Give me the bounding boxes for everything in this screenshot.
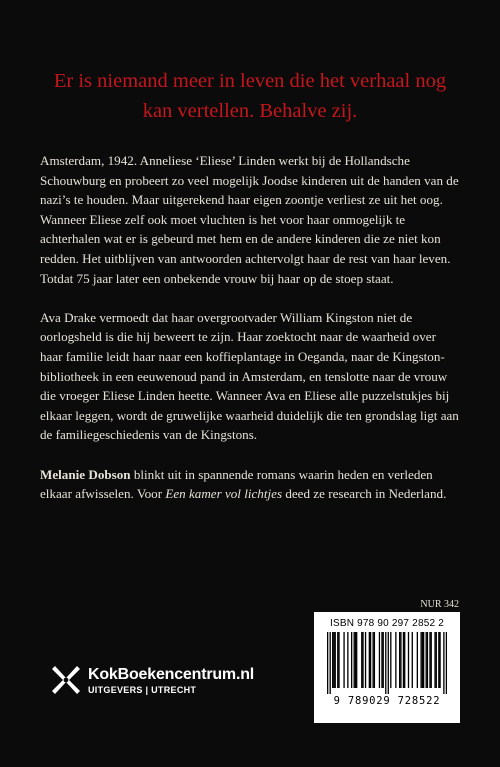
barcode-bar [385, 632, 386, 694]
barcode-bar [362, 632, 363, 688]
barcode-bar [420, 632, 421, 688]
barcode-bar [354, 632, 355, 688]
barcode-bar [381, 632, 382, 688]
barcode-bar [337, 632, 338, 688]
barcode-bar [372, 632, 373, 688]
barcode-bar [423, 632, 424, 688]
barcode-bar [332, 632, 333, 688]
barcode-bar [351, 632, 352, 688]
barcode-bar [365, 632, 366, 688]
barcode-bar [422, 632, 423, 688]
barcode-bar [388, 632, 389, 694]
barcode-bar [400, 632, 401, 688]
barcode-bar [379, 632, 380, 688]
nur-code: NUR 342 [420, 599, 459, 610]
blurb-paragraph-1: Amsterdam, 1942. Anneliese ‘Eliese’ Linden werkt bij de Hollandsche Schouwburg en probeert zo veel mogelijk Joodse kinderen uit de handen van de nazi’s te houden. Maar uitgerekend haar eigen zoontje verliest ze uit het oog. Wanneer Eliese zelf ook moet vluchten is het voor haar onmogelijk te achterhalen wat er is gebeurd met hem en de andere kinderen die ze niet kon redden. Het uitblijven van antwoorden achtervolgt haar de rest van haar leven. Totdat 75 jaar later een onbekende vrouw bij haar op de stoep staat. [40, 153, 459, 286]
barcode-bar [338, 632, 339, 688]
barcode-bar [436, 632, 437, 688]
barcode-bar [431, 632, 432, 688]
barcode-bar [427, 632, 428, 688]
author-name: Melanie Dobson [40, 466, 131, 482]
barcode-bar [399, 632, 400, 688]
author-bio-text-2: deed ze research in Nederland. [282, 486, 447, 502]
barcode-bar [330, 632, 331, 694]
barcode-bar [439, 632, 440, 688]
barcode-bar [404, 632, 405, 688]
barcode-digits: 9 789029 728522 [333, 695, 441, 707]
barcode-bar [395, 632, 396, 688]
blurb-paragraph-2: Ava Drake vermoedt dat haar overgrootvader William Kingston niet de oorlogsheld is die hij beweert te zijn. Haar zoektocht naar de waarheid over haar familie leidt haar naar een koffieplantage in Oeganda, naar de Kingston-bibliotheek in een eeuwenoud pand in Amsterdam, en tenslotte naar de vrouw die vroeger Eliese Linden heette. Wanneer Ava en Eliese alle puzzelstukjes bij elkaar leggen, wordt de gruwelijke waarheid duidelijk die ten grondslag ligt aan de familiegeschiedenis van de Kingstons. [40, 309, 459, 443]
barcode-bar [356, 632, 357, 688]
barcode-bar [369, 632, 370, 688]
barcode-bar [429, 632, 430, 688]
kok-x-icon [52, 661, 80, 699]
barcode-bar [333, 632, 334, 688]
blurb [40, 151, 460, 523]
tagline: Er is niemand meer in leven die het verhaal nog kan vertellen. Behalve zij. [53, 70, 447, 122]
barcode-icon [327, 632, 447, 694]
publisher-name: KokBoekencentrum.nl [88, 665, 255, 683]
barcode-bar [412, 632, 413, 688]
barcode-bar [390, 632, 391, 688]
publisher-logo [52, 661, 254, 699]
barcode-bar [438, 632, 439, 688]
author-bio [40, 465, 460, 504]
barcode-bar [417, 632, 418, 688]
barcode-bar [408, 632, 409, 688]
barcode-bar [361, 632, 362, 688]
barcode-bar [426, 632, 427, 688]
barcode-bar [434, 632, 435, 688]
barcode-bar [446, 632, 447, 694]
barcode-bar [370, 632, 371, 688]
barcode-bar [374, 632, 375, 688]
isbn-barcode-box [314, 612, 460, 723]
barcode-bar [335, 632, 336, 688]
barcode-bar [443, 632, 444, 694]
barcode-bar [343, 632, 344, 688]
barcode-bar [383, 632, 384, 688]
isbn-label: ISBN 978 90 297 2852 2 [330, 618, 444, 629]
author-bio-text-1: blinkt uit in spannende romans waarin heden en verleden elkaar afwisselen. Voor [40, 466, 433, 502]
barcode-bar [355, 632, 356, 688]
publisher-subtitle: UITGEVERS | UTRECHT [88, 684, 197, 695]
barcode-bar [403, 632, 404, 688]
barcode-bar [327, 632, 328, 694]
book-title: Een kamer vol lichtjes [165, 486, 283, 502]
barcode-bar [347, 632, 348, 688]
